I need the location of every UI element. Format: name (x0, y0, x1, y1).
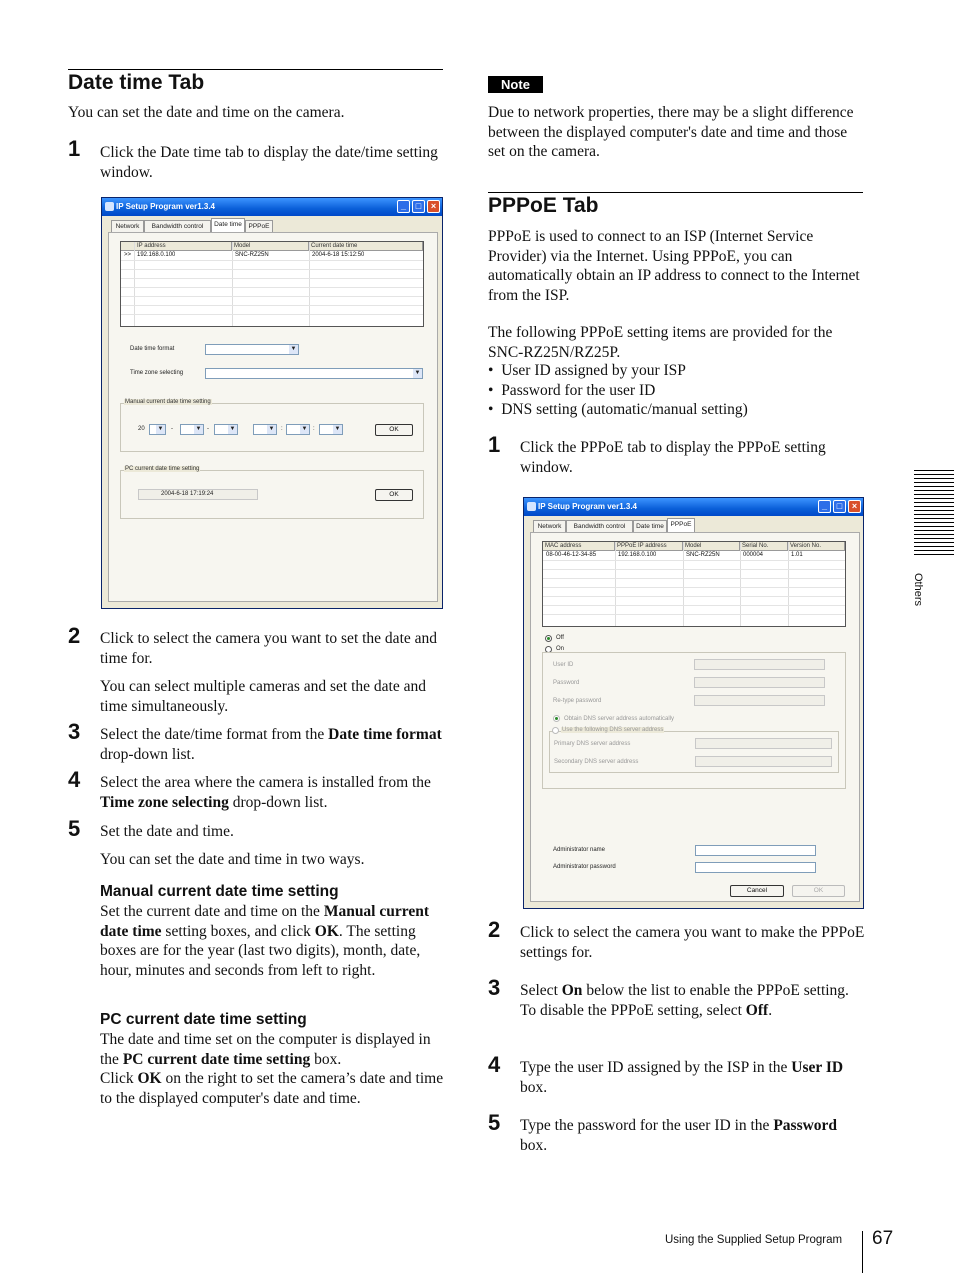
pppoe-window-screenshot (523, 497, 864, 909)
tab-network[interactable]: Network (111, 220, 144, 232)
dns-manual-group (549, 727, 839, 773)
step-3-text: Select the date/time format from the Date time format drop-down list. (100, 726, 442, 763)
pc-subheading: PC current date time setting (100, 1011, 307, 1028)
date-time-tab-heading: Date time Tab (68, 71, 205, 94)
secondary-dns-label: Secondary DNS server address (554, 759, 639, 765)
window-title: IP Setup Program ver1.3.4 (538, 502, 638, 511)
window-titlebar (102, 198, 442, 216)
user-id-field[interactable] (694, 659, 825, 670)
window-title: IP Setup Program ver1.3.4 (116, 202, 216, 211)
section-rule-right (488, 192, 863, 193)
minute-select[interactable]: ▼ (286, 424, 310, 435)
row-ip: 192.168.0.100 (137, 252, 176, 258)
pppoe-step-3-text: Select On below the list to enable the PPPoE setting. To disable the PPPoE setting, select Off. (520, 982, 849, 1019)
admin-password-label: Administrator password (553, 864, 616, 870)
maximize-icon[interactable]: □ (412, 200, 425, 213)
row-datetime: 2004-6-18 15:12:50 (312, 252, 365, 258)
app-icon (527, 502, 536, 511)
admin-password-field[interactable] (695, 862, 816, 873)
manual-ok-button[interactable]: OK (375, 424, 413, 436)
bullet-item: • DNS setting (automatic/manual setting) (488, 401, 748, 418)
note-text: Due to network properties, there may be a slight difference between the displayed computer's date and time and those set on the camera. (488, 104, 854, 160)
dns-manual-radio[interactable] (552, 727, 559, 734)
tab-pppoe[interactable]: PPPoE (667, 518, 695, 532)
admin-name-label: Administrator name (553, 847, 606, 853)
pc-ok-button[interactable]: OK (375, 489, 413, 501)
dns-auto-label: Obtain DNS server address automatically (564, 716, 675, 722)
row-model: SNC-RZ25N (235, 252, 269, 258)
date-format-label: Date time format (130, 346, 175, 352)
pppoe-step-2-text: Click to select the camera you want to make the PPPoE settings for. (520, 924, 865, 961)
pc-date-value: 2004-6-18 17:19:24 (138, 489, 258, 500)
pppoe-step-5-text: Type the password for the user ID in the Password box. (520, 1117, 838, 1154)
pppoe-step-1-text: Click the PPPoE tab to display the PPPoE setting window. (520, 439, 826, 476)
page-number: 67 (872, 1228, 894, 1249)
side-section-label: Others (912, 573, 924, 607)
step-5-number: 5 (68, 816, 81, 841)
secondary-dns-field[interactable] (695, 756, 832, 767)
step-2-extra: You can select multiple cameras and set the date and time simultaneously. (100, 678, 426, 715)
pppoe-step-1-number: 1 (488, 432, 501, 457)
thumb-index-bar (914, 470, 954, 558)
pppoe-intro-1: PPPoE is used to connect to an ISP (Internet Service Provider) via the Internet. Using PPPoE, you can automatically obtain an IP address to connect to the Internet from the ISP. (488, 228, 860, 304)
cancel-button[interactable]: Cancel (730, 885, 784, 897)
pppoe-step-3-number: 3 (488, 975, 501, 1000)
bullet-item: • User ID assigned by your ISP (488, 362, 686, 379)
time-zone-select[interactable] (205, 368, 423, 379)
admin-name-field[interactable] (695, 845, 816, 856)
step-2-number: 2 (68, 623, 81, 648)
on-label: On (556, 646, 565, 652)
pc-paragraph: The date and time set on the computer is displayed in the PC current date time setting box. Click OK on the right to set the camera’s date and time to the displayed computer's date and time. (100, 1031, 444, 1107)
primary-dns-field[interactable] (695, 738, 832, 749)
manual-date-group (120, 399, 424, 452)
second-select[interactable]: ▼ (319, 424, 343, 435)
camera-list[interactable] (542, 541, 846, 627)
col-current-date-time[interactable]: Current date time (309, 242, 423, 251)
col-serial[interactable]: Serial No. (740, 542, 788, 551)
separator: - (207, 426, 209, 432)
col-model[interactable]: Model (683, 542, 740, 551)
pc-group-title: PC current date time setting (125, 466, 200, 472)
pppoe-panel (530, 532, 860, 902)
step-5-extra: You can set the date and time in two ways. (100, 851, 365, 868)
separator: - (171, 426, 173, 432)
row-mac: 08-00-46-12-34-85 (546, 552, 597, 558)
col-ip-address[interactable]: IP address (121, 242, 232, 251)
camera-list[interactable] (120, 241, 424, 327)
step-1-text: Click the Date time tab to display the date/time setting window. (100, 144, 438, 181)
tab-bandwidth-control[interactable]: Bandwidth control (144, 220, 211, 232)
row-serial: 000004 (743, 552, 764, 558)
pc-date-group (120, 466, 424, 519)
col-mac-address[interactable]: MAC address (543, 542, 615, 551)
off-label: Off (556, 635, 564, 641)
date-format-select[interactable] (205, 344, 299, 355)
off-radio[interactable] (545, 635, 552, 642)
separator: : (313, 426, 315, 432)
tab-date-time[interactable]: Date time (211, 218, 245, 232)
close-icon[interactable]: × (427, 200, 440, 213)
maximize-icon[interactable]: □ (833, 500, 846, 513)
user-id-label: User ID (553, 662, 574, 668)
col-pppoe-ip[interactable]: PPPoE IP address (615, 542, 683, 551)
manual-group-title: Manual current date time setting (125, 399, 211, 405)
row-version: 1.01 (791, 552, 803, 558)
col-version[interactable]: Version No. (788, 542, 845, 551)
dns-auto-radio[interactable] (553, 715, 560, 722)
section-rule-left (68, 69, 443, 70)
time-zone-label: Time zone selecting (130, 370, 184, 376)
footer-divider (862, 1231, 863, 1273)
minimize-icon[interactable]: _ (397, 200, 410, 213)
chevron-down-icon: ▼ (290, 346, 297, 352)
hour-select[interactable]: ▼ (253, 424, 277, 435)
tab-bandwidth-control[interactable]: Bandwidth control (566, 520, 633, 532)
manual-subheading: Manual current date time setting (100, 883, 339, 900)
tab-network[interactable]: Network (533, 520, 566, 532)
tab-pppoe[interactable]: PPPoE (245, 220, 273, 232)
ok-button[interactable]: OK (792, 885, 845, 897)
bullet-item: • Password for the user ID (488, 382, 656, 399)
close-icon[interactable]: × (848, 500, 861, 513)
password-field[interactable] (694, 677, 825, 688)
pppoe-step-2-number: 2 (488, 917, 501, 942)
retype-password-field[interactable] (694, 695, 825, 706)
minimize-icon[interactable]: _ (818, 500, 831, 513)
tab-date-time[interactable]: Date time (633, 520, 667, 532)
date-time-intro: You can set the date and time on the camera. (68, 104, 345, 121)
step-2-text: Click to select the camera you want to set the date and time for. (100, 630, 438, 667)
month-select[interactable]: ▼ (180, 424, 204, 435)
row-model: SNC-RZ25N (686, 552, 720, 558)
footer-section-title: Using the Supplied Setup Program (665, 1234, 843, 1246)
app-icon (105, 202, 114, 211)
pppoe-intro-2: The following PPPoE setting items are provided for the SNC-RZ25N/RZ25P. (488, 324, 833, 361)
pppoe-step-4-text: Type the user ID assigned by the ISP in the User ID box. (520, 1059, 844, 1096)
date-time-panel (108, 232, 438, 602)
step-4-number: 4 (68, 767, 81, 792)
year-select[interactable]: ▼ (149, 424, 166, 435)
step-1-number: 1 (68, 136, 81, 161)
window-titlebar (524, 498, 863, 516)
password-label: Password (553, 680, 580, 686)
col-model[interactable]: Model (232, 242, 309, 251)
date-time-window-screenshot (101, 197, 443, 609)
manual-paragraph: Set the current date and time on the Manual current date time setting boxes, and click OK. The setting boxes are for the year (last two digits), month, date, hour, minutes and seconds from left to right. (100, 903, 430, 979)
step-5-text: Set the date and time. (100, 823, 234, 840)
year-prefix: 20 (138, 426, 145, 432)
pppoe-step-4-number: 4 (488, 1052, 501, 1077)
day-select[interactable]: ▼ (214, 424, 238, 435)
dns-manual-label: Use the following DNS server address (562, 727, 664, 733)
chevron-down-icon: ▼ (414, 370, 421, 376)
row-marker: >> (124, 252, 132, 258)
row-ip: 192.168.0.100 (618, 552, 657, 558)
primary-dns-label: Primary DNS server address (554, 741, 631, 747)
pppoe-tab-heading: PPPoE Tab (488, 194, 599, 217)
separator: : (281, 426, 283, 432)
retype-label: Re-type password (553, 698, 602, 704)
note-badge: Note (488, 76, 543, 93)
step-3-number: 3 (68, 719, 81, 744)
pppoe-settings-group (542, 652, 846, 789)
pppoe-step-5-number: 5 (488, 1110, 501, 1135)
step-4-text: Select the area where the camera is installed from the Time zone selecting drop-down list. (100, 774, 431, 811)
